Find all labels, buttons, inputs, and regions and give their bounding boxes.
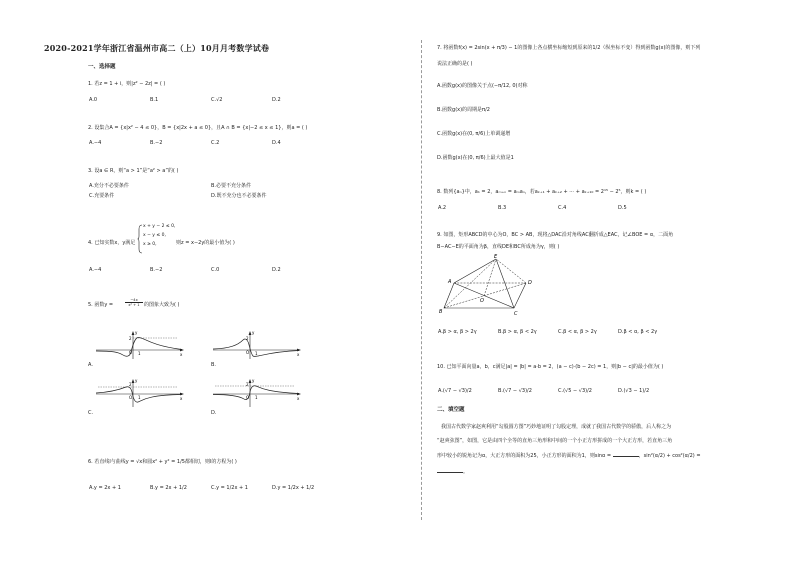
svg-text:1: 1 [138,395,141,400]
question-11-line4 [437,468,468,476]
answer-blank-1[interactable] [613,456,639,457]
fraction [125,298,143,307]
constraint-system [137,224,176,254]
graph-b [205,330,305,360]
question-7-line2: 说法正确的是( ) [437,61,473,67]
option-a: A.函数g(x)的图像关于点(−π/12, 0)对称 [437,83,528,89]
option-c: C.0 [211,267,220,273]
svg-text:1: 1 [255,351,258,356]
option-b: B.−2 [150,140,163,146]
option-d: D.5 [618,205,627,211]
point-label-o: O [480,298,484,304]
option-c: C.β < α, β > 2γ [558,329,597,335]
question-10: 10. 已知平面向量a，b，c满足|a| = |b| = a·b = 2，(a − c)·(b − 2c) = 1，则|b − c|的最小值为( ) [437,364,664,370]
point-label-c: C [514,311,518,317]
graph-b-label: B. [211,362,217,368]
question-7-line1: 7. 将函数f(x) = 2sin(x + π/3) − 1的图像上各点横坐标缩短到原来的1/2（纵坐标不变）得到函数g(x)的图像，则下列 [437,45,701,51]
svg-text:1: 1 [138,351,141,356]
option-b: B.1 [150,97,159,103]
option-d: D.4 [272,140,281,146]
option-d: D.2 [272,97,281,103]
option-d: D.β < α, β < 2γ [618,329,658,335]
svg-text:2: 2 [129,336,132,341]
question-6: 6. 若直线l与曲线y = √x和圆x² + y² = 1/5都相切，则l的方程为( ) [88,459,237,465]
fraction-numerator: −4x [130,298,138,302]
option-a: A.β > α, β > 2γ [438,329,477,335]
option-b: B.−2 [150,267,163,273]
svg-text:y: y [135,330,138,335]
question-4-lead: 4. 已知实数x，y满足 [88,240,136,246]
svg-text:x: x [297,396,300,401]
option-b: B.函数g(x)的周期是π/2 [437,107,490,113]
option-c: C.√2 [211,97,223,103]
question-5-tail: 的图象大致为( ) [144,302,180,308]
svg-text:y: y [252,330,255,335]
question-2: 2. 设集合A = {x|x² − 4 ≤ 0}，B = {x|2x + a ≤ 0}，且A ∩ B = {x|−2 ≤ x ≤ 1}，则a = ( ) [88,125,308,131]
question-11-line3b-text: ，sin²(α/2) + cos²(α/2) = [638,453,701,459]
section-choice-heading: 一、选择题 [88,64,116,70]
graph-c [88,378,188,408]
option-a: A.充分不必要条件 [89,183,129,189]
svg-text:O: O [129,395,133,400]
question-11-line1: 我国古代数学家赵爽利用“勾股圆方图”巧妙地证明了勾股定理，成就了我国古代数学的骄傲，后人称之为 [441,424,672,430]
graph-d [205,378,305,408]
column-divider [421,40,422,520]
graph-d-label: D. [211,410,217,416]
question-4-tail: 则z = x−2y的最小值为( ) [176,240,235,246]
point-label-a: A [448,279,452,285]
option-d: D.y = 1/2x + 1/2 [272,485,315,491]
svg-text:2: 2 [246,336,249,341]
graph-c-label: C. [88,410,94,416]
constraint-1: x + y − 2 ≤ 0, [143,224,176,229]
point-label-d: D [528,280,532,286]
page-title: 2020-2021学年浙江省温州市高二（上）10月月考数学试卷 [44,43,270,53]
question-11-line3 [437,452,701,460]
point-label-b: B [439,309,443,315]
graph-a-label: A. [88,362,93,368]
question-11-line3-text: 形中较小的锐角记为α，大正方形的面积为25，小正方形的面积为1，则sinα = [437,453,613,459]
constraint-2: x − y ≤ 0, [143,233,166,238]
option-a: A.(√7 − √3)/2 [438,388,472,394]
option-b: B.y = 2x + 1/2 [150,485,187,491]
svg-text:x: x [297,352,300,357]
option-c: C.2 [211,140,220,146]
section-fill-heading: 二、填空题 [437,407,465,413]
svg-text:2: 2 [129,382,132,387]
option-b: B.(√7 − √3)/2 [498,388,532,394]
fraction-denominator: x² + 1 [125,302,143,307]
question-3: 3. 设a ∈ R，则“a > 1”是“a² > a”的( ) [88,168,179,174]
svg-text:2: 2 [246,382,249,387]
question-9-line1: 9. 如图，矩形ABCD的中心为O，BC > AB，现将△DAC沿对角线AC翻折成△EAC，记∠BOE = α，二面角 [437,232,674,238]
option-c: C.(√5 − √3)/2 [558,388,592,394]
svg-text:x: x [180,396,183,401]
svg-text:y: y [252,378,255,383]
question-5-lead: 5. 函数y = [88,302,114,308]
option-d: D.既不充分也不必要条件 [211,193,267,199]
svg-text:x: x [180,352,183,357]
option-c: C.y = 1/2x + 1 [211,485,248,491]
option-a: A.−4 [89,267,102,273]
option-a: A.2 [438,205,447,211]
question-1: 1. 若z = 1 + i，则|z² − 2z| = ( ) [88,81,166,87]
option-d: D.函数g(x)在(0, π/6)上最大值是1 [437,155,514,161]
svg-text:O: O [246,350,250,355]
option-c: C.4 [558,205,567,211]
svg-text:O: O [246,395,250,400]
constraint-3: x ≥ 0, [143,242,157,247]
option-d: D.(√3 − 1)/2 [618,388,650,394]
option-b: B.β > α, β < 2γ [498,329,537,335]
svg-text:1: 1 [255,395,258,400]
svg-text:y: y [135,378,138,383]
graph-a [88,330,188,360]
option-a: A.−4 [89,140,102,146]
question-11-end: 。 [463,469,469,475]
option-c: C.充要条件 [89,193,115,199]
option-c: C.函数g(x)在(0, π/6)上单调递增 [437,131,511,137]
svg-text:O: O [129,350,133,355]
folded-rectangle-figure [436,253,536,321]
point-label-e: E [494,254,498,260]
option-b: B.3 [498,205,507,211]
option-a: A.y = 2x + 1 [89,485,121,491]
option-d: D.2 [272,267,281,273]
answer-blank-2[interactable] [437,472,463,473]
question-8: 8. 数列{aₙ}中，a₁ = 2，aₘ₊ₙ = aₘaₙ，若aₖ₊₁ + aₖ₊₂ + ⋯ + aₖ₊₁₀ = 2¹⁵ − 2⁵，则k = ( ) [437,189,647,195]
question-11-line2: “赵爽弦图”，如图，它是由四个全等的直角三角形和中间的一个小正方形拼成的一个大正方形，若直角三角 [437,438,673,444]
option-b: B.必要不充分条件 [211,183,252,189]
option-a: A.0 [89,97,98,103]
question-9-line2: B−AC−E的平面角为β，直线DE和BC所成角为γ，则( ) [437,244,560,250]
